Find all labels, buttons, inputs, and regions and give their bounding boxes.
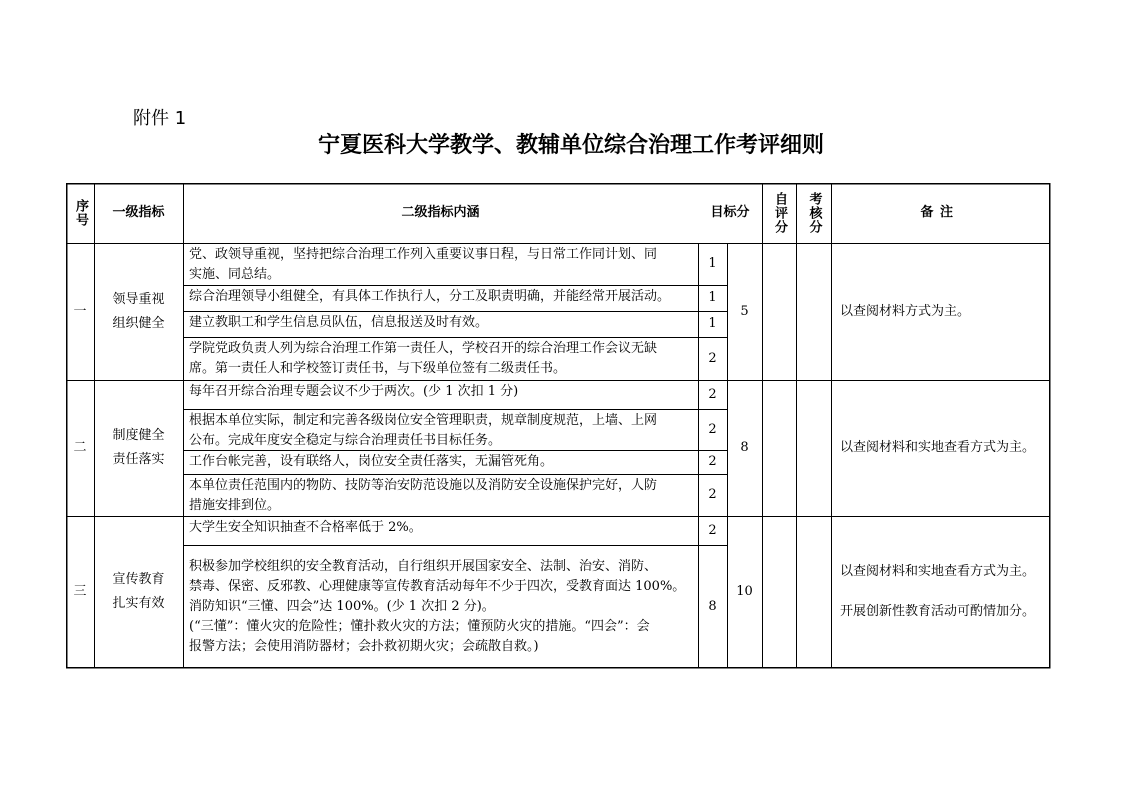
item-text-line: 每年召开综合治理专题会议不少于两次。(少 1 次扣 1 分) bbox=[189, 384, 519, 399]
header-level1: 一级指标 bbox=[112, 205, 165, 220]
group-2-item-4-score: 2 bbox=[708, 487, 717, 502]
group-1-target-total: 5 bbox=[740, 303, 749, 319]
group-2-item-1 bbox=[183, 380, 698, 409]
item-text-line: 大学生安全知识抽查不合格率低于 2%。 bbox=[189, 520, 422, 535]
item-text-line: 综合治理领导小组健全，有具体工作执行人，分工及职责明确，并能经常开展活动。 bbox=[189, 289, 671, 304]
header-seq: 序号 bbox=[73, 199, 88, 227]
header-remark: 备注 bbox=[920, 205, 960, 220]
group-3-item-2-score: 8 bbox=[708, 598, 717, 614]
group-2-item-1-score: 2 bbox=[708, 386, 717, 402]
group-1-item-1 bbox=[183, 243, 698, 285]
group-3-level1 bbox=[94, 516, 183, 668]
header-self-score: 自评分 bbox=[772, 192, 787, 234]
group-3-item-1-score: 2 bbox=[708, 522, 717, 538]
group-1-item-3 bbox=[183, 311, 698, 337]
group-3-remark-line1: 以查阅材料和实地查看方式为主。 bbox=[840, 564, 1036, 579]
remark-spacer bbox=[840, 583, 1049, 601]
group-1-item-4-score: 2 bbox=[708, 350, 717, 366]
group-3-seq: 三 bbox=[73, 584, 87, 599]
item-text-line: 席。第一责任人和学校签订责任书，与下级单位签有二级责任书。 bbox=[189, 361, 567, 376]
item-text-line: 公布。完成年度安全稳定与综合治理责任书目标任务。 bbox=[189, 433, 502, 448]
group-1-item-3-score: 1 bbox=[708, 316, 717, 331]
item-text-line: 学院党政负责人列为综合治理工作第一责任人，学校召开的综合治理工作会议无缺 bbox=[189, 341, 658, 356]
item-text-line: 报警方法；会使用消防器材；会扑救初期火灾；会疏散自救。) bbox=[189, 639, 539, 654]
item-text-line: 实施、同总结。 bbox=[189, 267, 281, 282]
group-1-level1 bbox=[94, 243, 183, 380]
group-1-level1-line1: 领导重视 bbox=[112, 291, 165, 307]
item-text-line: 党、政领导重视，坚持把综合治理工作列入重要议事日程，与日常工作同计划、同 bbox=[189, 247, 658, 262]
group-2-target-total: 8 bbox=[740, 440, 749, 455]
group-1-item-4 bbox=[183, 337, 698, 380]
group-3-level1-line2: 扎实有效 bbox=[112, 596, 165, 611]
item-text-line: 积极参加学校组织的安全教育活动，自行组织开展国家安全、法制、治安、消防、 bbox=[189, 559, 658, 574]
group-3-remark bbox=[831, 516, 1049, 668]
group-2-item-3 bbox=[183, 450, 698, 474]
item-text-line: 消防知识“三懂、四会”达 100%。(少 1 次扣 2 分)。 bbox=[189, 599, 495, 614]
group-1-level1-line2: 组织健全 bbox=[112, 315, 165, 331]
group-1-item-2-score: 1 bbox=[708, 290, 717, 305]
group-2-level1 bbox=[94, 380, 183, 516]
item-text-line: (“三懂”：懂火灾的危险性；懂扑救火灾的方法；懂预防火灾的措施。“四会”：会 bbox=[189, 619, 650, 634]
header-assess-score: 考核分 bbox=[806, 192, 822, 234]
group-2-item-4 bbox=[183, 474, 698, 516]
group-2-level1-line1: 制度健全 bbox=[112, 428, 165, 443]
group-3-item-2 bbox=[183, 555, 698, 668]
group-2-item-3-score: 2 bbox=[708, 454, 717, 469]
attachment-label: 附件 1 bbox=[133, 108, 187, 129]
group-2-item-2 bbox=[183, 409, 698, 450]
header-level2: 二级指标内涵 bbox=[401, 205, 480, 220]
item-text-line: 本单位责任范围内的物防、技防等治安防范设施以及消防安全设施保护完好，人防 bbox=[189, 478, 658, 493]
group-3-remark-line2: 开展创新性教育活动可酌情加分。 bbox=[840, 604, 1036, 619]
item-text-line: 建立教职工和学生信息员队伍，信息报送及时有效。 bbox=[189, 315, 489, 330]
group-2-seq: 二 bbox=[73, 440, 87, 455]
item-text-line: 工作台帐完善，设有联络人，岗位安全责任落实，无漏管死角。 bbox=[189, 454, 554, 469]
group-1-item-2 bbox=[183, 285, 698, 311]
page-title-text: 宁夏医科大学教学、教辅单位综合治理工作考评细则 bbox=[317, 132, 824, 158]
group-1-remark: 以查阅材料方式为主。 bbox=[840, 303, 971, 319]
group-1-item-1-score: 1 bbox=[708, 256, 717, 271]
group-3-level1-line1: 宣传教育 bbox=[112, 572, 165, 587]
header-target: 目标分 bbox=[710, 205, 750, 220]
group-1-seq: 一 bbox=[73, 303, 87, 319]
group-3-target-total: 10 bbox=[736, 584, 753, 599]
group-2-remark: 以查阅材料和实地查看方式为主。 bbox=[840, 440, 1036, 455]
group-2-item-2-score: 2 bbox=[708, 421, 717, 437]
group-3-item-1 bbox=[183, 516, 698, 545]
item-text-line: 禁毒、保密、反邪教、心理健康等宣传教育活动每年不少于四次，受教育面达 100%。 bbox=[189, 579, 686, 594]
item-text-line: 措施安排到位。 bbox=[189, 498, 281, 513]
item-text-line: 根据本单位实际，制定和完善各级岗位安全管理职责，规章制度规范，上墙、上网 bbox=[189, 413, 658, 428]
group-2-level1-line2: 责任落实 bbox=[112, 452, 165, 467]
